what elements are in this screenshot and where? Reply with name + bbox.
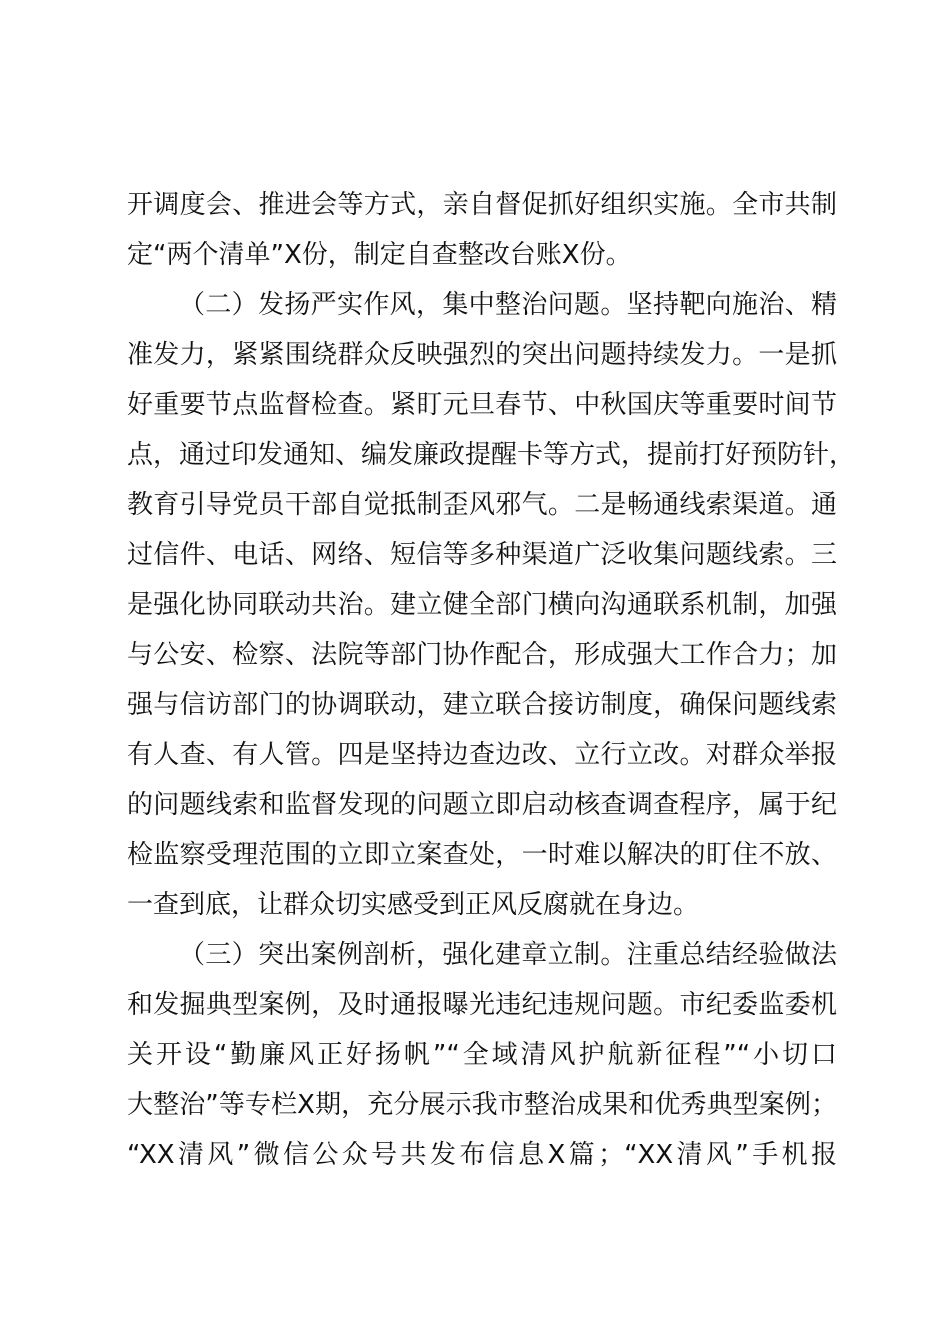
body-text: [127, 180, 856, 1180]
text-line: 定“两个清单”X份，制定自查整改台账X份。: [127, 240, 632, 270]
text-line: 开调度会、推进会等方式，亲自督促抓好组织实施。全市共制: [127, 190, 837, 220]
text-line: 一查到底，让群众切实感受到正风反腐就在身边。: [127, 890, 700, 920]
text-line: 准发力，紧紧围绕群众反映强烈的突出问题持续发力。一是抓: [127, 340, 837, 370]
text-line: 有人查、有人管。四是坚持边查边改、立行立改。对群众举报: [127, 740, 837, 770]
text-line: 和发掘典型案例，及时通报曝光违纪违规问题。市纪委监委机: [127, 990, 837, 1020]
text-line: 点，通过印发通知、编发廉政提醒卡等方式，提前打好预防针，: [127, 440, 856, 470]
text-line: 是强化协同联动共治。建立健全部门横向沟通联系机制，加强: [127, 590, 837, 620]
text-line: 强与信访部门的协调联动，建立联合接访制度，确保问题线索: [127, 690, 837, 720]
text-line: 过信件、电话、网络、短信等多种渠道广泛收集问题线索。三: [127, 540, 837, 570]
text-line: 的问题线索和监督发现的问题立即启动核查调查程序，属于纪: [127, 790, 837, 820]
text-line: 与公安、检察、法院等部门协作配合，形成强大工作合力；加: [127, 640, 837, 670]
text-line: 好重要节点监督检查。紧盯元旦春节、中秋国庆等重要时间节: [127, 390, 837, 420]
section-heading-line: （三）突出案例剖析，强化建章立制。注重总结经验做法: [179, 940, 837, 970]
text-line: 大整治”等专栏X期，充分展示我市整治成果和优秀典型案例；: [127, 1090, 837, 1120]
text-line: “XX清风”微信公众号共发布信息X篇；“XX清风”手机报: [127, 1140, 837, 1170]
text-line: 检监察受理范围的立即立案查处，一时难以解决的盯住不放、: [127, 840, 837, 870]
section-heading-line: （二）发扬严实作风，集中整治问题。坚持靶向施治、精: [179, 290, 837, 320]
text-line: 关开设“勤廉风正好扬帆”“全域清风护航新征程”“小切口: [127, 1040, 837, 1070]
text-line: 教育引导党员干部自觉抵制歪风邪气。二是畅通线索渠道。通: [127, 490, 837, 520]
